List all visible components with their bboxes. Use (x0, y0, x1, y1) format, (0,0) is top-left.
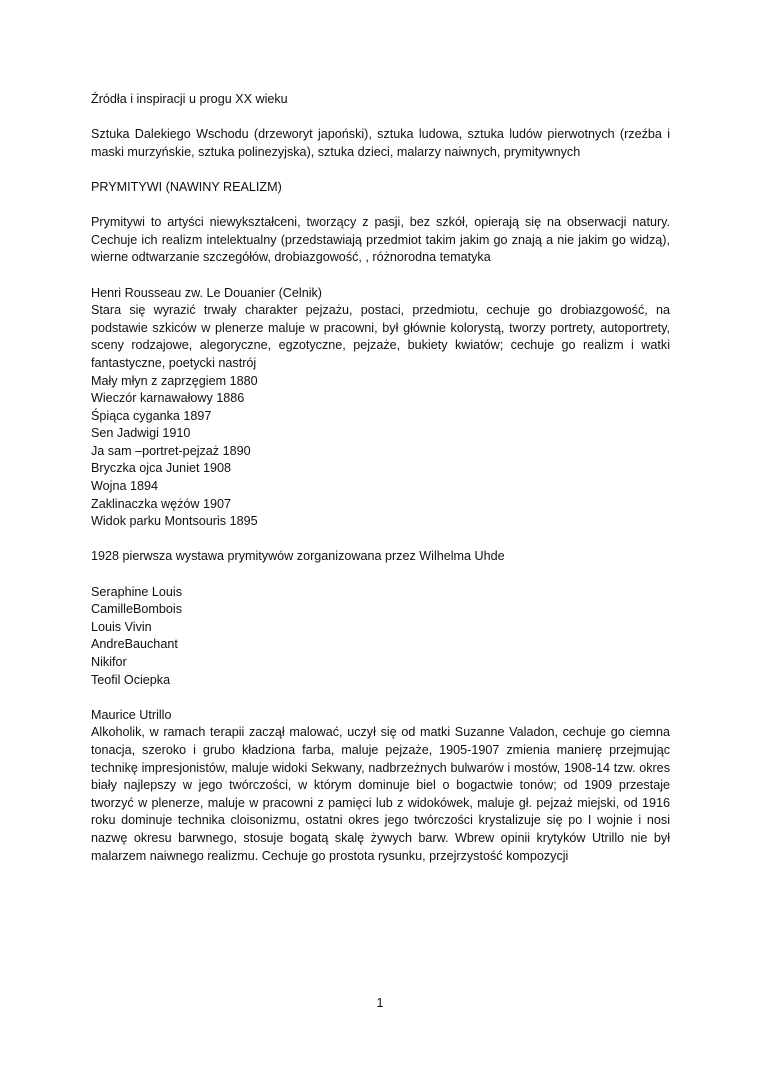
sources-paragraph: Sztuka Dalekiego Wschodu (drzeworyt japoński), sztuka ludowa, sztuka ludów pierwotnych (rzeźba i maski murzyńskie, sztuka polinezyjska), sztuka dzieci, malarzy naiwnych, prymitywnych (91, 127, 670, 159)
rousseau-work-item: Wieczór karnawałowy 1886 (91, 391, 245, 406)
artist-item: Louis Vivin (91, 619, 152, 634)
rousseau-work-item: Śpiąca cyganka 1897 (91, 408, 212, 423)
rousseau-description: Stara się wyrazić trwały charakter pejzażu, postaci, przedmiotu, cechuje go drobiazgowość, na podstawie szkiców w plenerze maluje w pracowni, był głównie kolorystą, tworzy portrety, autoportrety, sceny rodzajowe, alegoryczne, egzotyczne, pejzaże, bukiety kwiatów; cechuje go realizm i watki fantastyczne, poetycki nastrój (91, 303, 670, 370)
artist-item: AndreBauchant (91, 637, 178, 652)
utrillo-name: Maurice Utrillo (91, 707, 172, 722)
rousseau-work-item: Widok parku Montsouris 1895 (91, 514, 258, 529)
rousseau-work-item: Bryczka ojca Juniet 1908 (91, 461, 232, 476)
page-number: 1 (376, 996, 384, 1010)
artist-item: Teofil Ociepka (91, 672, 171, 687)
exhibition-note: 1928 pierwsza wystawa prymitywów zorganizowana przez Wilhelma Uhde (91, 549, 505, 564)
rousseau-work-item: Mały młyn z zaprzęgiem 1880 (91, 373, 258, 388)
rousseau-work-item: Zaklinaczka wężów 1907 (91, 496, 232, 511)
rousseau-work-item: Ja sam –portret-pejzaż 1890 (91, 443, 251, 458)
rousseau-work-item: Sen Jadwigi 1910 (91, 426, 191, 441)
section-title: PRYMITYWI (NAWINY REALIZM) (91, 179, 282, 194)
page-heading: Źródła i inspiracji u progu XX wieku (91, 92, 288, 106)
primitives-paragraph: Prymitywi to artyści niewykształceni, tworzący z pasji, bez szkół, opierają się na obserwacji natury. Cechuje ich realizm intelektualny (przedstawiają przedmiot takim jakim go znają a nie jakim go widzą), wierne odtwarzanie szczegółów, drobiazgowość, , różnorodna tematyka (91, 215, 670, 265)
artist-item: Nikifor (91, 655, 127, 669)
artists-list (91, 584, 670, 690)
rousseau-works-list (91, 373, 670, 531)
page-content (91, 91, 670, 865)
rousseau-name: Henri Rousseau zw. Le Douanier (Celnik) (91, 285, 322, 300)
rousseau-work-item: Wojna 1894 (91, 479, 158, 494)
utrillo-description: Alkoholik, w ramach terapii zaczął malować, uczył się od matki Suzanne Valadon, cechuje go ciemna tonacja, szeroko i grubo kładziona farba, maluje pejzaże, 1905-1907 zmienia manierę przejmując technikę impresjonistów, maluje widoki Sekwany, nadbrzeżnych bulwarów i mostów, 1908-14 tzw. okres biały najlepszy w jego twórczości, w którym dominuje biel o bogactwie tonów; od 1909 przestaje tworzyć w plenerze, maluje w pracowni z pamięci lub z widokówek, maluje gł. pejzaż miejski, od 1916 roku dominuje technika cloisonizmu, ostatni okres jego twórczości krystalizuje się po I wojnie i nosi nazwę okresu barwnego, stosuje bogatą skalę żywych barw. Wbrew opinii krytyków Utrillo nie był malarzem naiwnego realizmu. Cechuje go prostota rysunku, przejrzystość kompozycji (91, 725, 670, 863)
artist-item: Seraphine Louis (91, 584, 183, 599)
artist-item: CamilleBombois (91, 602, 182, 617)
